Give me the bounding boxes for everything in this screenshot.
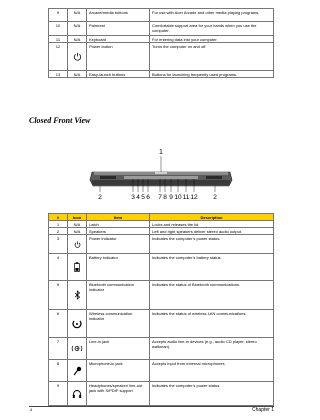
row-number: 2 xyxy=(49,228,68,235)
row-description: Indicates the status of Bluetooth communications. xyxy=(150,281,274,310)
row-icon-na: N/A xyxy=(68,221,87,228)
row-icon xyxy=(68,382,87,406)
row-number: 8 xyxy=(49,360,68,382)
row-item: Microphone-in jack xyxy=(87,360,150,382)
callout-10: 10 xyxy=(174,194,182,201)
row-icon xyxy=(68,254,87,281)
closed-front-view-figure xyxy=(86,143,236,201)
row-icon-na: N/A xyxy=(68,228,87,235)
speaker-left xyxy=(100,176,116,179)
battery-icon xyxy=(74,262,80,272)
headphones-icon xyxy=(72,389,82,399)
row-description: Accepts input from external microphones. xyxy=(150,360,274,382)
table-row xyxy=(49,43,274,71)
row-number: 11 xyxy=(49,36,68,43)
row-description: Indicates the status of wireless LAN communications. xyxy=(150,310,274,338)
power-icon xyxy=(73,52,82,61)
table-row xyxy=(49,281,274,310)
speaker-right xyxy=(206,176,222,179)
row-icon xyxy=(68,43,87,71)
row-item: Palmrest xyxy=(87,22,150,36)
row-icon xyxy=(68,310,87,338)
table-row xyxy=(49,36,274,43)
row-description: Indicates the computer’s power status. xyxy=(150,235,274,254)
row-description: Turns the computer on and off. xyxy=(150,43,274,71)
row-item: Power button xyxy=(87,43,150,71)
row-description: Indicates the computer’s power status. xyxy=(150,382,274,406)
callout-4: 4 xyxy=(136,194,140,201)
row-number: 13 xyxy=(49,71,68,78)
microphone-icon xyxy=(73,366,82,376)
table-row xyxy=(49,221,274,228)
row-description: Buttons for launching frequently used programs. xyxy=(150,71,274,78)
table-row xyxy=(49,71,274,78)
table-row xyxy=(49,235,274,254)
row-description: Indicates the computer’s battery status. xyxy=(150,254,274,281)
wireless-icon xyxy=(71,319,83,329)
closed-front-view-table xyxy=(48,213,274,406)
row-item: Latch xyxy=(87,221,150,228)
row-icon xyxy=(68,235,87,254)
row-item: Keyboard xyxy=(87,36,150,43)
laptop-base-band xyxy=(92,180,230,185)
row-number: 3 xyxy=(49,235,68,254)
page-number: 4 xyxy=(30,407,33,412)
callout-1: 1 xyxy=(159,149,163,156)
table-row xyxy=(49,382,274,406)
table-row xyxy=(49,9,274,22)
line-in-icon xyxy=(71,344,83,353)
callout-2: 2 xyxy=(98,194,102,201)
row-description: For use with Acer Arcade and other media playing programs. xyxy=(150,9,274,22)
row-number: 12 xyxy=(49,43,68,71)
callout-12: 12 xyxy=(190,194,198,201)
bluetooth-icon xyxy=(74,290,81,300)
row-number: 6 xyxy=(49,310,68,338)
row-item: Battery indicator xyxy=(87,254,150,281)
table-row xyxy=(49,254,274,281)
row-number: 9 xyxy=(49,9,68,22)
row-number: 7 xyxy=(49,338,68,360)
table-row xyxy=(49,360,274,382)
row-description: Accepts audio line-in devices (e.g., audio CD player, stereo walkman). xyxy=(150,338,274,360)
row-item: Line-in jack xyxy=(87,338,150,360)
row-item: Power indicator xyxy=(87,235,150,254)
table-row xyxy=(49,228,274,235)
row-icon-na: N/A xyxy=(68,22,87,36)
table-row xyxy=(49,338,274,360)
row-icon-na: N/A xyxy=(68,71,87,78)
row-item: Speakers xyxy=(87,228,150,235)
row-item: Wireless communication indicator xyxy=(87,310,150,338)
callout-5: 5 xyxy=(141,194,145,201)
power-indicator-icon xyxy=(74,241,81,248)
row-icon xyxy=(68,360,87,382)
row-number: 5 xyxy=(49,281,68,310)
row-item: Bluetooth communication indicator xyxy=(87,281,150,310)
row-number: 9 xyxy=(49,382,68,406)
header-description: Description xyxy=(150,214,274,221)
row-description: Locks and releases the lid. xyxy=(150,221,274,228)
table-row xyxy=(49,310,274,338)
callout-9: 9 xyxy=(169,194,173,201)
callout-2-right: 2 xyxy=(213,194,217,201)
row-icon xyxy=(68,338,87,360)
header-icon: Icon xyxy=(68,214,87,221)
callout-7: 7 xyxy=(158,194,162,201)
footer-chapter-label: Chapter 1 xyxy=(252,407,274,413)
callout-8: 8 xyxy=(163,194,167,201)
footer-rule xyxy=(29,406,274,407)
header-number: # xyxy=(49,214,68,221)
indicator-strip xyxy=(124,176,198,179)
row-item: Easy-launch buttons xyxy=(87,71,150,78)
table-row xyxy=(49,22,274,36)
table-header-row xyxy=(49,214,274,221)
component-table-top xyxy=(48,8,274,78)
row-icon xyxy=(68,281,87,310)
callout-3: 3 xyxy=(131,194,135,201)
row-number: 1 xyxy=(49,221,68,228)
callout-11: 11 xyxy=(182,194,190,201)
row-number: 10 xyxy=(49,22,68,36)
row-description: Comfortable support area for your hands when you use the computer. xyxy=(150,22,274,36)
row-item: Headphones/speaker/ line-out jack with S/PDIF support xyxy=(87,382,150,406)
row-item: Arcade/media buttons xyxy=(87,9,150,22)
row-number: 4 xyxy=(49,254,68,281)
header-item: Item xyxy=(87,214,150,221)
row-description: For entering data into your computer. xyxy=(150,36,274,43)
row-icon-na: N/A xyxy=(68,9,87,22)
section-title: Closed Front View xyxy=(29,116,91,125)
latch xyxy=(155,172,167,174)
row-description: Left and right speakers deliver stereo audio output. xyxy=(150,228,274,235)
callout-6: 6 xyxy=(146,194,150,201)
row-icon-na: N/A xyxy=(68,36,87,43)
